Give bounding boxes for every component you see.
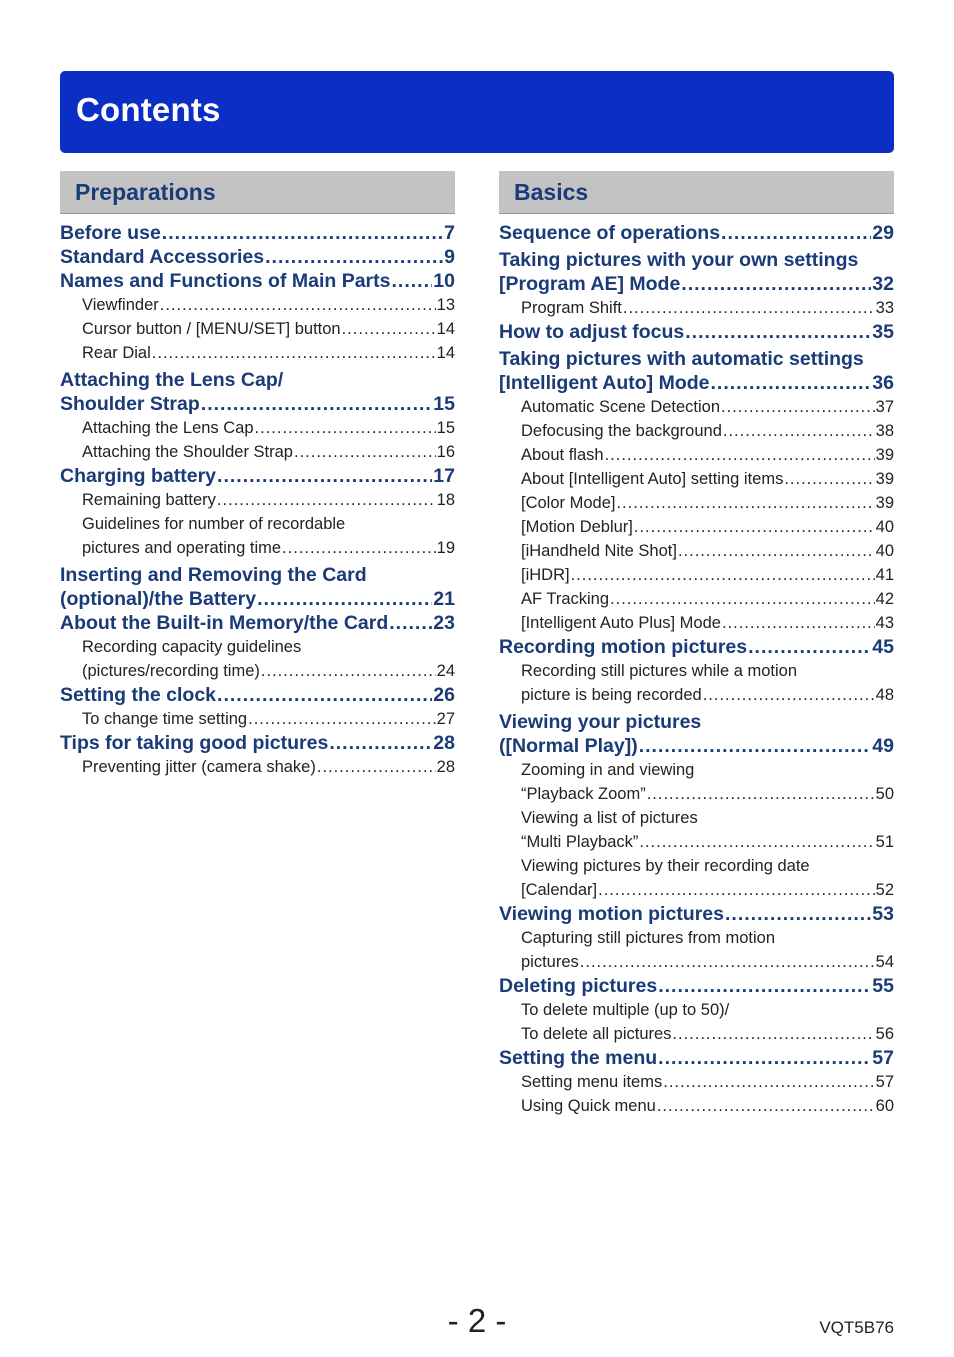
toc-entry[interactable]	[60, 245, 455, 269]
toc-entry-title: Defocusing the background	[521, 422, 722, 440]
toc-page-number: 54	[875, 953, 894, 971]
dot-leader	[201, 392, 433, 416]
dot-leader	[160, 293, 436, 317]
dot-leader	[639, 734, 872, 758]
toc-entry[interactable]	[499, 758, 894, 806]
dot-leader	[261, 659, 436, 683]
toc-page-number: 26	[433, 684, 455, 706]
toc-entry[interactable]	[499, 902, 894, 926]
toc-entry[interactable]	[499, 515, 894, 539]
toc-entry-title: “Playback Zoom”	[521, 785, 646, 803]
toc-entry[interactable]	[499, 347, 894, 395]
toc-entry[interactable]	[60, 221, 455, 245]
toc-entry-title-line1: Viewing your pictures	[499, 711, 702, 733]
dot-leader	[721, 221, 871, 245]
toc-entry[interactable]	[499, 221, 894, 245]
toc-entry-title: pictures and operating time	[82, 539, 282, 557]
dot-leader	[257, 587, 432, 611]
toc-entry-title-line1: Inserting and Removing the Card	[60, 564, 367, 586]
dot-leader	[685, 320, 871, 344]
toc-entry-title-line1: Viewing a list of pictures	[521, 809, 698, 827]
toc-entry-title-line1: Attaching the Lens Cap/	[60, 369, 284, 391]
toc-entry[interactable]	[499, 467, 894, 491]
toc-entry-title: Tips for taking good pictures	[60, 732, 329, 754]
toc-entry-title: About flash	[521, 446, 604, 464]
dot-leader	[657, 1094, 875, 1118]
dot-leader	[663, 1070, 874, 1094]
toc-entry[interactable]	[60, 317, 455, 341]
toc-entry-title: Standard Accessories	[60, 246, 265, 268]
toc-entry[interactable]	[60, 707, 455, 731]
toc-page-number: 50	[875, 785, 894, 803]
toc-entry[interactable]	[499, 659, 894, 707]
toc-entry[interactable]	[60, 488, 455, 512]
toc-entry[interactable]	[499, 1046, 894, 1070]
section-header-preparations	[60, 171, 455, 214]
toc-page-number: 29	[872, 222, 894, 244]
toc-entry[interactable]	[499, 1070, 894, 1094]
toc-page-number: 17	[433, 465, 455, 487]
dot-leader	[217, 488, 436, 512]
dot-leader	[634, 515, 875, 539]
preparations-column	[60, 171, 455, 779]
toc-entry[interactable]	[499, 635, 894, 659]
toc-page-number: 57	[875, 1073, 894, 1091]
toc-entry[interactable]	[60, 512, 455, 560]
dot-leader	[265, 245, 443, 269]
toc-page-number: 52	[875, 881, 894, 899]
toc-entry-title: Setting menu items	[521, 1073, 663, 1091]
toc-page-number: 28	[436, 758, 455, 776]
dot-leader	[616, 491, 874, 515]
toc-entry-title: [iHDR]	[521, 566, 570, 584]
toc-entry-title: Sequence of operations	[499, 222, 721, 244]
toc-entry[interactable]	[499, 419, 894, 443]
toc-entry[interactable]	[60, 755, 455, 779]
toc-entry-title: Attaching the Lens Cap	[82, 419, 254, 437]
toc-entry-title: Preventing jitter (camera shake)	[82, 758, 316, 776]
dot-leader	[598, 878, 875, 902]
toc-entry-title: “Multi Playback”	[521, 833, 639, 851]
toc-entry-title: Viewing motion pictures	[499, 903, 725, 925]
toc-page-number: 35	[872, 321, 894, 343]
contents-banner	[60, 71, 894, 153]
toc-entry[interactable]	[60, 731, 455, 755]
toc-entry-title: [Motion Deblur]	[521, 518, 633, 536]
toc-entry[interactable]	[499, 611, 894, 635]
toc-entry[interactable]	[60, 464, 455, 488]
dot-leader	[723, 419, 875, 443]
dot-leader	[784, 467, 874, 491]
toc-entry-title: [iHandheld Nite Shot]	[521, 542, 677, 560]
dot-leader	[721, 395, 875, 419]
toc-page-number: 40	[875, 518, 894, 536]
dot-leader	[672, 1022, 874, 1046]
toc-page-number: 51	[875, 833, 894, 851]
dot-leader	[610, 587, 875, 611]
dot-leader	[678, 539, 875, 563]
toc-entry-title-line1: Taking pictures with automatic settings	[499, 348, 864, 370]
toc-entry-title: How to adjust focus	[499, 321, 685, 343]
toc-entry-title: [Program AE] Mode	[499, 273, 681, 295]
dot-leader	[162, 221, 443, 245]
toc-entry-title: (optional)/the Battery	[60, 588, 257, 610]
dot-leader	[329, 731, 432, 755]
toc-entry[interactable]	[499, 296, 894, 320]
dot-leader	[623, 296, 875, 320]
toc-entry-title: picture is being recorded	[521, 686, 702, 704]
dot-leader	[217, 683, 432, 707]
dot-leader	[248, 707, 436, 731]
document-code: VQT5B76	[819, 1318, 894, 1337]
toc-entry-title: [Calendar]	[521, 881, 598, 899]
toc-entry-title: [Intelligent Auto Plus] Mode	[521, 614, 721, 632]
toc-entry-title: Before use	[60, 222, 161, 244]
toc-page-number: 60	[875, 1097, 894, 1115]
toc-entry-title: Recording motion pictures	[499, 636, 748, 658]
dot-leader	[294, 440, 436, 464]
toc-list-basics	[499, 221, 894, 1118]
toc-entry-title: Attaching the Shoulder Strap	[82, 443, 293, 461]
toc-entry-title: To change time setting	[82, 710, 248, 728]
toc-page-number: 56	[875, 1025, 894, 1043]
toc-page-number: 10	[433, 270, 455, 292]
toc-page-number: 45	[872, 636, 894, 658]
toc-entry-title: [Color Mode]	[521, 494, 616, 512]
toc-page-number: 18	[436, 491, 455, 509]
dot-leader	[658, 974, 871, 998]
toc-entry-title: Shoulder Strap	[60, 393, 200, 415]
toc-entry[interactable]	[499, 806, 894, 854]
toc-entry-title: Remaining battery	[82, 491, 216, 509]
section-title-basics: Basics	[514, 179, 589, 205]
toc-page-number: 15	[436, 419, 455, 437]
toc-page-number: 7	[444, 222, 455, 244]
toc-page-number: 53	[872, 903, 894, 925]
toc-entry-title: pictures	[521, 953, 579, 971]
toc-entry[interactable]	[60, 416, 455, 440]
dot-leader	[282, 536, 436, 560]
dot-leader	[342, 317, 436, 341]
toc-page-number: 14	[436, 344, 455, 362]
toc-entry-title-line1: Recording still pictures while a motion	[521, 662, 798, 680]
toc-entry[interactable]	[499, 320, 894, 344]
dot-leader	[571, 563, 875, 587]
toc-entry-title: [Intelligent Auto] Mode	[499, 372, 710, 394]
toc-entry-title-line1: Taking pictures with your own settings	[499, 249, 859, 271]
toc-page-number: 19	[436, 539, 455, 557]
dot-leader	[605, 443, 875, 467]
toc-entry-title: Deleting pictures	[499, 975, 658, 997]
toc-page-number: 16	[436, 443, 455, 461]
dot-leader	[639, 830, 874, 854]
toc-page-number: 21	[433, 588, 455, 610]
toc-entry[interactable]	[60, 440, 455, 464]
toc-entry[interactable]	[499, 710, 894, 758]
toc-entry[interactable]	[499, 998, 894, 1046]
section-header-basics	[499, 171, 894, 214]
toc-entry[interactable]	[499, 443, 894, 467]
toc-page-number: 23	[433, 612, 455, 634]
toc-entry[interactable]	[60, 341, 455, 365]
toc-page-number: 38	[875, 422, 894, 440]
dot-leader	[725, 902, 871, 926]
toc-page-number: 55	[872, 975, 894, 997]
toc-page-number: 37	[875, 398, 894, 416]
toc-entry-title-line1: Capturing still pictures from motion	[521, 929, 776, 947]
dot-leader	[658, 1046, 871, 1070]
toc-page-number: 39	[875, 470, 894, 488]
dot-leader	[580, 950, 875, 974]
toc-entry-title: Names and Functions of Main Parts	[60, 270, 391, 292]
toc-entry-title: Cursor button / [MENU/SET] button	[82, 320, 341, 338]
toc-entry[interactable]	[499, 491, 894, 515]
toc-entry-title: (pictures/recording time)	[82, 662, 260, 680]
toc-entry-title-line1: Guidelines for number of recordable	[82, 515, 346, 533]
toc-entry-title: ([Normal Play])	[499, 735, 638, 757]
dot-leader	[217, 464, 432, 488]
toc-entry[interactable]	[499, 563, 894, 587]
dot-leader	[681, 272, 871, 296]
toc-page-number: 40	[875, 542, 894, 560]
toc-entry-title: About the Built-in Memory/the Card	[60, 612, 389, 634]
dot-leader	[722, 611, 875, 635]
toc-page-number: 39	[875, 446, 894, 464]
basics-column	[499, 171, 894, 1118]
toc-page-number: 43	[875, 614, 894, 632]
toc-page-number: 57	[872, 1047, 894, 1069]
toc-entry[interactable]	[499, 1094, 894, 1118]
toc-page-number: 48	[875, 686, 894, 704]
dot-leader	[711, 371, 872, 395]
toc-page-number: 9	[444, 246, 455, 268]
toc-page-number: 42	[875, 590, 894, 608]
toc-entry[interactable]	[499, 539, 894, 563]
toc-entry-title-line1: Recording capacity guidelines	[82, 638, 302, 656]
toc-entry[interactable]	[60, 683, 455, 707]
toc-page-number: 49	[872, 735, 894, 757]
toc-entry[interactable]	[60, 635, 455, 683]
dot-leader	[152, 341, 436, 365]
dot-leader	[647, 782, 875, 806]
toc-entry[interactable]	[60, 269, 455, 293]
dot-leader	[317, 755, 436, 779]
toc-entry[interactable]	[60, 563, 455, 611]
toc-page-number: 13	[436, 296, 455, 314]
page-title: Contents	[76, 91, 221, 128]
toc-page-number: 24	[436, 662, 455, 680]
toc-entry[interactable]	[499, 926, 894, 974]
toc-entry-title: Viewfinder	[82, 296, 159, 314]
toc-entry-title-line1: Zooming in and viewing	[521, 761, 695, 779]
page-number: - 2 -	[447, 1302, 507, 1339]
toc-entry-title: Rear Dial	[82, 344, 151, 362]
toc-page-number: 15	[433, 393, 455, 415]
toc-entry-title: Using Quick menu	[521, 1097, 656, 1115]
toc-entry-title: About [Intelligent Auto] setting items	[521, 470, 784, 488]
dot-leader	[391, 269, 432, 293]
toc-entry-title: Setting the menu	[499, 1047, 658, 1069]
toc-entry[interactable]	[499, 395, 894, 419]
toc-page-number: 27	[436, 710, 455, 728]
toc-entry-title: Charging battery	[60, 465, 217, 487]
toc-entry[interactable]	[499, 854, 894, 902]
toc-entry-title: Automatic Scene Detection	[521, 398, 721, 416]
toc-entry[interactable]	[499, 248, 894, 296]
toc-list-preparations	[60, 221, 455, 779]
dot-leader	[748, 635, 871, 659]
toc-entry[interactable]	[60, 293, 455, 317]
toc-entry-title: To delete all pictures	[521, 1025, 672, 1043]
toc-page-number: 14	[436, 320, 455, 338]
toc-page-number: 36	[872, 372, 894, 394]
toc-page-number: 33	[875, 299, 894, 317]
toc-entry-title: Setting the clock	[60, 684, 217, 706]
toc-entry-title: Program Shift	[521, 299, 622, 317]
toc-entry-title-line1: Viewing pictures by their recording date	[521, 857, 810, 875]
toc-entry[interactable]	[60, 611, 455, 635]
toc-page-number: 28	[433, 732, 455, 754]
toc-page-number: 39	[875, 494, 894, 512]
toc-entry[interactable]	[499, 587, 894, 611]
section-title-preparations: Preparations	[75, 179, 216, 205]
toc-entry-title-line1: To delete multiple (up to 50)/	[521, 1001, 730, 1019]
dot-leader	[389, 611, 432, 635]
toc-page-number: 41	[875, 566, 894, 584]
toc-page-number: 32	[872, 273, 894, 295]
dot-leader	[255, 416, 436, 440]
dot-leader	[703, 683, 875, 707]
toc-entry-title: AF Tracking	[521, 590, 610, 608]
toc-entry[interactable]	[60, 368, 455, 416]
toc-entry[interactable]	[499, 974, 894, 998]
